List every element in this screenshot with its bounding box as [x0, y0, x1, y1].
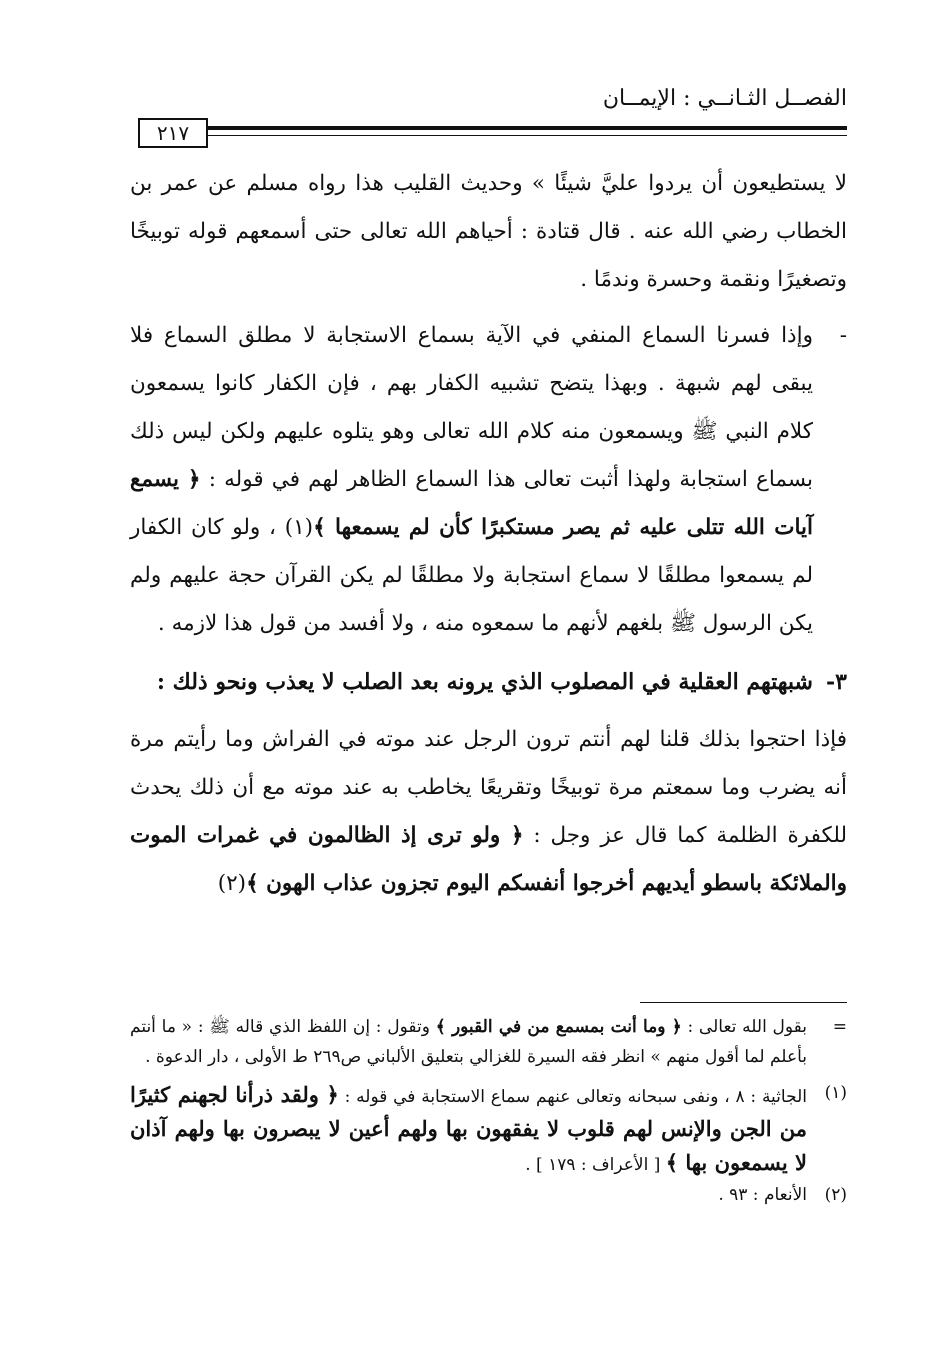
quran-quote-1: ﴿ يسمع آيات الله تتلى عليه ثم يصر مستكبرًا كأن لم يسمعها ﴾ — [130, 467, 813, 540]
footnote-1-quote: ﴿ ولقد ذرأنا لجهنم كثيرًا من الجن والإنس لهم قلوب لا يفقهون بها ولهم أعين لا يبصرون بها ولهم آذان لا يسمعون بها ﴾ — [130, 1082, 807, 1175]
dash-marker: - — [839, 323, 847, 348]
footnote-1-text-a: الجاثية : ٨ ، ونفى سبحانه وتعالى عنهم سماع الاستجابة في قوله : — [344, 1087, 807, 1107]
footnote-1 — [130, 1078, 847, 1180]
item-text-b: (١) ، ولو كان الكفار لم يسمعوا مطلقًا لا سماع استجابة ولا مطلقًا لم يكن القرآن حجة عليهم ولم يكن الرسول ﷺ بلغهم لأنهم ما سمعوه منه ، ولا أفسد من قول هذا لازمه . — [130, 515, 813, 636]
header-rule-thick — [208, 126, 847, 130]
section-heading — [130, 658, 847, 706]
continuation-quote: ﴿ وما أنت بمسمع من في القبور ﴾ — [435, 1017, 682, 1037]
heading-number: ٣- — [826, 669, 847, 695]
main-text — [130, 160, 847, 908]
footnote-1-text-b: [ الأعراف : ١٧٩ ] . — [525, 1155, 661, 1175]
footnote-ref-2: (٢) — [217, 871, 247, 896]
footnote-1-number: (١) — [824, 1083, 847, 1103]
continuation-text-a: بقول الله تعالى : — [687, 1017, 808, 1037]
paragraph-1: لا يستطيعون أن يردوا عليَّ شيئًا » وحديث القليب هذا رواه مسلم عن عمر بن الخطاب رضي الله عنه . قال قتادة : أحياهم الله تعالى حتى أسمعهم قوله توبيخًا وتصغيرًا ونقمة وحسرة وندمًا . — [130, 171, 847, 292]
paragraph-2-text: فإذا احتجوا بذلك قلنا لهم أنتم ترون الرجل عند موته في الفراش وما رأيتم مرة أنه يضرب وما سمعتم مرة توبيخًا وتقريعًا يخاطب به عند موته مع أن ذلك يحدث للكفرة الظلمة كما قال عز وجل : — [130, 727, 847, 848]
footnote-continuation — [130, 1012, 847, 1072]
heading-text: شبهتهم العقلية في المصلوب الذي يرونه بعد الصلب لا يعذب ونحو ذلك : — [156, 669, 813, 695]
continuation-text-b: وتقول : إن اللفظ الذي قاله ﷺ : « ما أنتم بأعلم لما أقول منهم » انظر فقه السيرة للغزالي بتعليق الألباني ص٢٦٩ ط الأولى ، دار الدعوة . — [130, 1017, 807, 1067]
item-text-a: وإذا فسرنا السماع المنفي في الآية بسماع الاستجابة لا مطلق السماع فلا يبقى لهم شبهة . وبهذا يتضح تشبيه الكفار بهم ، فإن الكفار كانوا يسمعون كلام النبي ﷺ ويسمعون منه كلام الله تعالى وهو يتلوه عليهم ولكن ليس ذلك بسماع استجابة ولهذا أثبت تعالى هذا السماع الظاهر لهم في قوله : — [130, 323, 813, 492]
footnote-separator — [640, 1002, 847, 1003]
footnotes — [130, 1012, 847, 1210]
page-number: ٢١٧ — [138, 118, 208, 148]
list-item-dash — [130, 312, 847, 648]
page-header — [130, 80, 847, 150]
quran-quote-2: ﴿ ولو ترى إذ الظالمون في غمرات الموت والملائكة باسطو أيديهم أخرجوا أنفسكم اليوم تجزون عذاب الهون ﴾ — [130, 823, 847, 896]
footnote-2-text: الأنعام : ٩٣ . — [718, 1185, 807, 1205]
footnote-2 — [130, 1180, 847, 1210]
continuation-mark: = — [832, 1017, 847, 1037]
header-rule-thin — [208, 135, 847, 136]
chapter-title: الفصــل الثـانــي : الإيمــان — [602, 86, 847, 111]
footnote-2-number: (٢) — [824, 1185, 847, 1205]
paragraph-2 — [130, 716, 847, 908]
